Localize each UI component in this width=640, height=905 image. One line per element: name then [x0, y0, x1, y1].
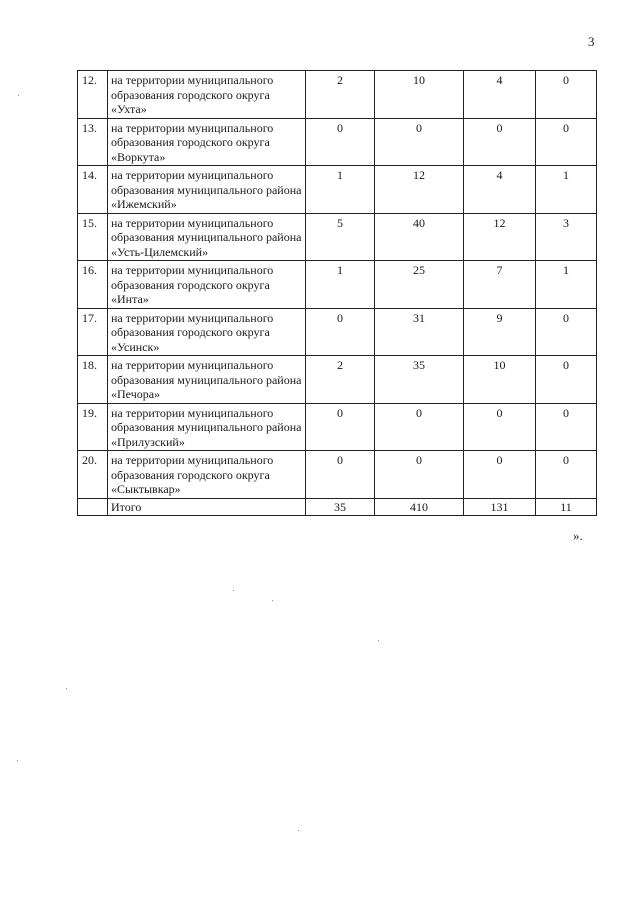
row-territory-name: на территории муниципального образования городского округа «Сыктывкар» [108, 451, 306, 499]
table-row [78, 71, 597, 119]
total-value-3: 131 [464, 498, 536, 516]
row-value-1: 0 [306, 308, 375, 356]
row-territory-name: на территории муниципального образования городского округа «Ухта» [108, 71, 306, 119]
row-territory-name: на территории муниципального образования муниципального района «Усть-Цилемский» [108, 213, 306, 261]
row-territory-name: на территории муниципального образования муниципального района «Печора» [108, 356, 306, 404]
row-number: 17. [78, 308, 108, 356]
row-value-4: 1 [536, 261, 597, 309]
row-value-4: 0 [536, 308, 597, 356]
table-row [78, 118, 597, 166]
row-territory-name: на территории муниципального образования городского округа «Усинск» [108, 308, 306, 356]
row-value-2: 12 [375, 166, 464, 214]
scan-speck [298, 830, 299, 831]
row-territory-name: на территории муниципального образования городского округа «Инта» [108, 261, 306, 309]
row-value-3: 10 [464, 356, 536, 404]
row-value-4: 0 [536, 118, 597, 166]
table-row [78, 308, 597, 356]
row-value-3: 0 [464, 403, 536, 451]
row-territory-name: на территории муниципального образования городского округа «Воркута» [108, 118, 306, 166]
row-value-4: 1 [536, 166, 597, 214]
table-body [78, 71, 597, 516]
row-territory-name: на территории муниципального образования муниципального района «Прилузский» [108, 403, 306, 451]
row-number: 18. [78, 356, 108, 404]
total-row [78, 498, 597, 516]
row-value-1: 1 [306, 261, 375, 309]
row-value-2: 35 [375, 356, 464, 404]
scan-speck [17, 760, 18, 761]
scan-speck [66, 688, 67, 689]
scan-speck [233, 590, 234, 591]
table-row [78, 451, 597, 499]
row-value-3: 0 [464, 451, 536, 499]
row-number: 12. [78, 71, 108, 119]
table-row [78, 213, 597, 261]
row-value-2: 0 [375, 118, 464, 166]
row-value-3: 12 [464, 213, 536, 261]
scan-speck [18, 95, 19, 96]
scan-speck [272, 600, 273, 601]
row-value-1: 0 [306, 403, 375, 451]
row-value-2: 10 [375, 71, 464, 119]
row-value-3: 0 [464, 118, 536, 166]
total-value-4: 11 [536, 498, 597, 516]
data-table [77, 70, 597, 516]
row-number: 19. [78, 403, 108, 451]
row-value-4: 0 [536, 71, 597, 119]
row-value-4: 0 [536, 451, 597, 499]
table-row [78, 166, 597, 214]
row-number: 15. [78, 213, 108, 261]
row-number: 13. [78, 118, 108, 166]
row-territory-name: на территории муниципального образования муниципального района «Ижемский» [108, 166, 306, 214]
closing-quote-mark: ». [573, 528, 583, 543]
row-number: 16. [78, 261, 108, 309]
row-number: 20. [78, 451, 108, 499]
row-value-2: 0 [375, 403, 464, 451]
row-value-3: 4 [464, 71, 536, 119]
row-value-3: 7 [464, 261, 536, 309]
total-number [78, 498, 108, 516]
scan-speck [378, 640, 379, 641]
page-number: 3 [588, 34, 595, 49]
row-value-1: 1 [306, 166, 375, 214]
row-value-4: 0 [536, 403, 597, 451]
row-value-1: 5 [306, 213, 375, 261]
row-value-2: 31 [375, 308, 464, 356]
row-value-4: 3 [536, 213, 597, 261]
row-value-1: 2 [306, 71, 375, 119]
row-value-1: 0 [306, 451, 375, 499]
row-value-3: 4 [464, 166, 536, 214]
row-value-2: 40 [375, 213, 464, 261]
total-label: Итого [108, 498, 306, 516]
row-value-3: 9 [464, 308, 536, 356]
row-value-2: 25 [375, 261, 464, 309]
total-value-2: 410 [375, 498, 464, 516]
row-value-4: 0 [536, 356, 597, 404]
row-value-1: 0 [306, 118, 375, 166]
table-row [78, 403, 597, 451]
total-value-1: 35 [306, 498, 375, 516]
row-value-1: 2 [306, 356, 375, 404]
row-value-2: 0 [375, 451, 464, 499]
table-row [78, 356, 597, 404]
row-number: 14. [78, 166, 108, 214]
table-row [78, 261, 597, 309]
